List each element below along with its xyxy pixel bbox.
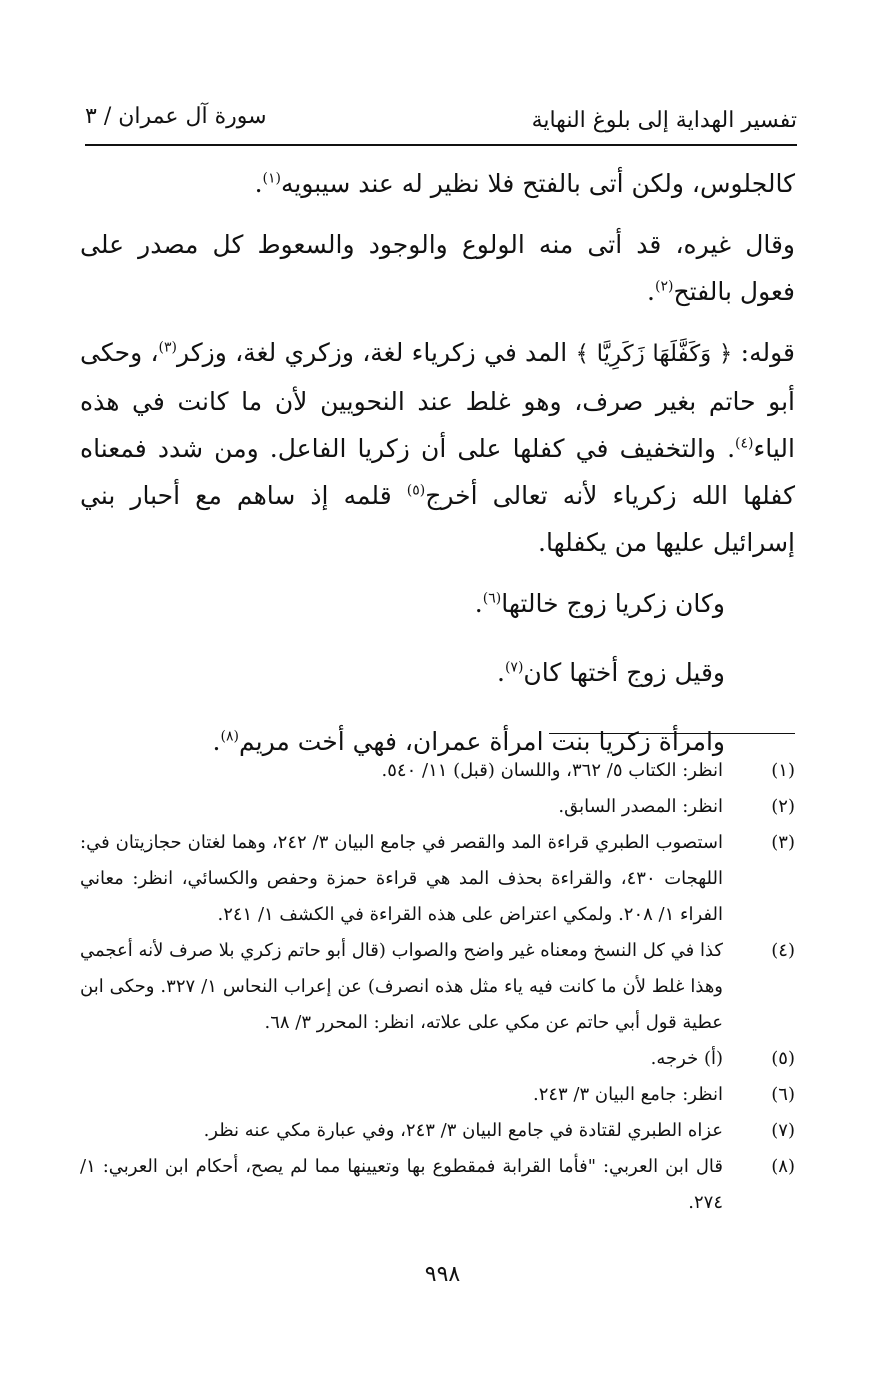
footnote-8 [80, 1149, 795, 1221]
footnote-ref: (٨) [220, 728, 239, 745]
footnote-number: (١) [771, 760, 795, 781]
paragraph-end: . [647, 277, 655, 306]
footnote-number: (٨) [771, 1156, 795, 1177]
main-text [80, 160, 795, 787]
footnote-divider [549, 733, 795, 734]
footnote-2 [80, 789, 795, 825]
book-title: تفسير الهداية إلى بلوغ النهاية [531, 108, 797, 133]
paragraph-text: وكان زكريا زوج خالتها [501, 589, 725, 618]
footnote-number: (٧) [771, 1120, 795, 1141]
footnote-text: انظر: المصدر السابق. [558, 796, 723, 817]
paragraph-text: قوله: [732, 338, 795, 367]
footnote-number: (٢) [771, 796, 795, 817]
footnote-number: (٦) [771, 1084, 795, 1105]
footnote-ref: (٢) [654, 278, 674, 295]
paragraph-4 [80, 580, 795, 627]
paragraph-text: كالجلوس، ولكن أتى بالفتح فلا نظير له عند سيبويه [280, 169, 795, 198]
footnote-ref: (٦) [482, 590, 502, 607]
footnote-1 [80, 753, 795, 789]
footnote-7 [80, 1113, 795, 1149]
paragraph-5 [80, 649, 795, 696]
paragraph-2 [80, 221, 795, 315]
footnote-ref: (١) [262, 170, 281, 187]
page-number: ٩٩٨ [424, 1262, 461, 1287]
footnote-6 [80, 1077, 795, 1113]
paragraph-1 [80, 160, 795, 207]
footnote-ref: (٧) [504, 659, 524, 676]
footnote-ref: (٣) [158, 339, 177, 356]
paragraph-text: . والتخفيف في كفلها على أن زكريا الفاعل. ومن شدد فمعناه كفلها الله زكرياء لأنه تعالى أخرج [80, 434, 795, 510]
footnote-text: استصوب الطبري قراءة المد والقصر في جامع البيان ٣/ ٢٤٢، وهما لغتان حجازيتان في: اللهجات ٤٣٠، والقراءة بحذف المد هي قراءة حمزة وحفص والكسائي، انظر: معاني الفراء ١/ ٢٠٨. ولمكي اعتراض على هذه القراءة في الكشف ١/ ٢٤١. [80, 832, 724, 925]
paragraph-end: . [212, 727, 221, 756]
surah-label: سورة آل عمران / ٣ [85, 104, 267, 129]
running-header [85, 100, 797, 146]
paragraph-end: . [496, 658, 505, 687]
footnote-text: انظر: جامع البيان ٣/ ٢٤٣. [532, 1084, 723, 1105]
footnote-text: انظر: الكتاب ٥/ ٣٦٢، واللسان (قبل) ١١/ ٥٤٠. [381, 760, 723, 781]
footnote-text: كذا في كل النسخ ومعناه غير واضح والصواب (قال أبو حاتم زكري بلا صرف لأنه أعجمي وهذا غلط لأن ما كانت فيه ياء مثل هذه انصرف) عن إعراب النحاس ١/ ٣٢٧. وحكى ابن عطية قول أبي حاتم عن مكي على علاته، انظر: المحرر ٣/ ٦٨. [80, 940, 723, 1033]
footnote-text: عزاه الطبري لقتادة في جامع البيان ٣/ ٢٤٣، وفي عبارة مكي عنه نظر. [203, 1120, 723, 1141]
footnote-5 [80, 1041, 795, 1077]
paragraph-end: . [254, 169, 263, 198]
footnote-3 [80, 825, 795, 933]
footnote-number: (٥) [771, 1048, 795, 1069]
footnote-text: (أ) خرجه. [650, 1048, 723, 1069]
paragraph-text: المد في زكرياء لغة، وزكري لغة، وزكر [176, 338, 576, 367]
paragraph-3 [80, 329, 795, 566]
footnote-4 [80, 933, 795, 1041]
paragraph-text: قلمه إذ ساهم مع أحبار بني إسرائيل عليها من يكفلها. [80, 481, 795, 557]
footnote-ref: (٤) [735, 435, 754, 452]
footnote-ref: (٥) [406, 482, 426, 499]
footnote-text: قال ابن العربي: "فأما القرابة فمقطوع بها وتعيينها مما لم يصح، أحكام ابن العربي: ١/ ٢٧٤. [80, 1156, 723, 1213]
paragraph-text: وقال غيره، قد أتى منه الولوع والوجود والسعوط كل مصدر على فعول بالفتح [80, 230, 795, 306]
paragraph-text: وامرأة زكريا بنت امرأة عمران، فهي أخت مريم [238, 727, 725, 756]
quran-verse: ﴿ وَكَفَّلَهَا زَكَرِيَّا ﴾ [575, 341, 733, 367]
paragraph-text: ، وحكى أبو حاتم بغير صرف، وهو غلط عند النحويين لأن ما كانت في هذه الياء [80, 338, 795, 463]
paragraph-text: وقيل زوج أختها كان [523, 658, 725, 687]
paragraph-end: . [474, 589, 483, 618]
footnote-number: (٤) [771, 940, 795, 961]
footnote-number: (٣) [771, 832, 795, 853]
footnotes [80, 753, 795, 1221]
